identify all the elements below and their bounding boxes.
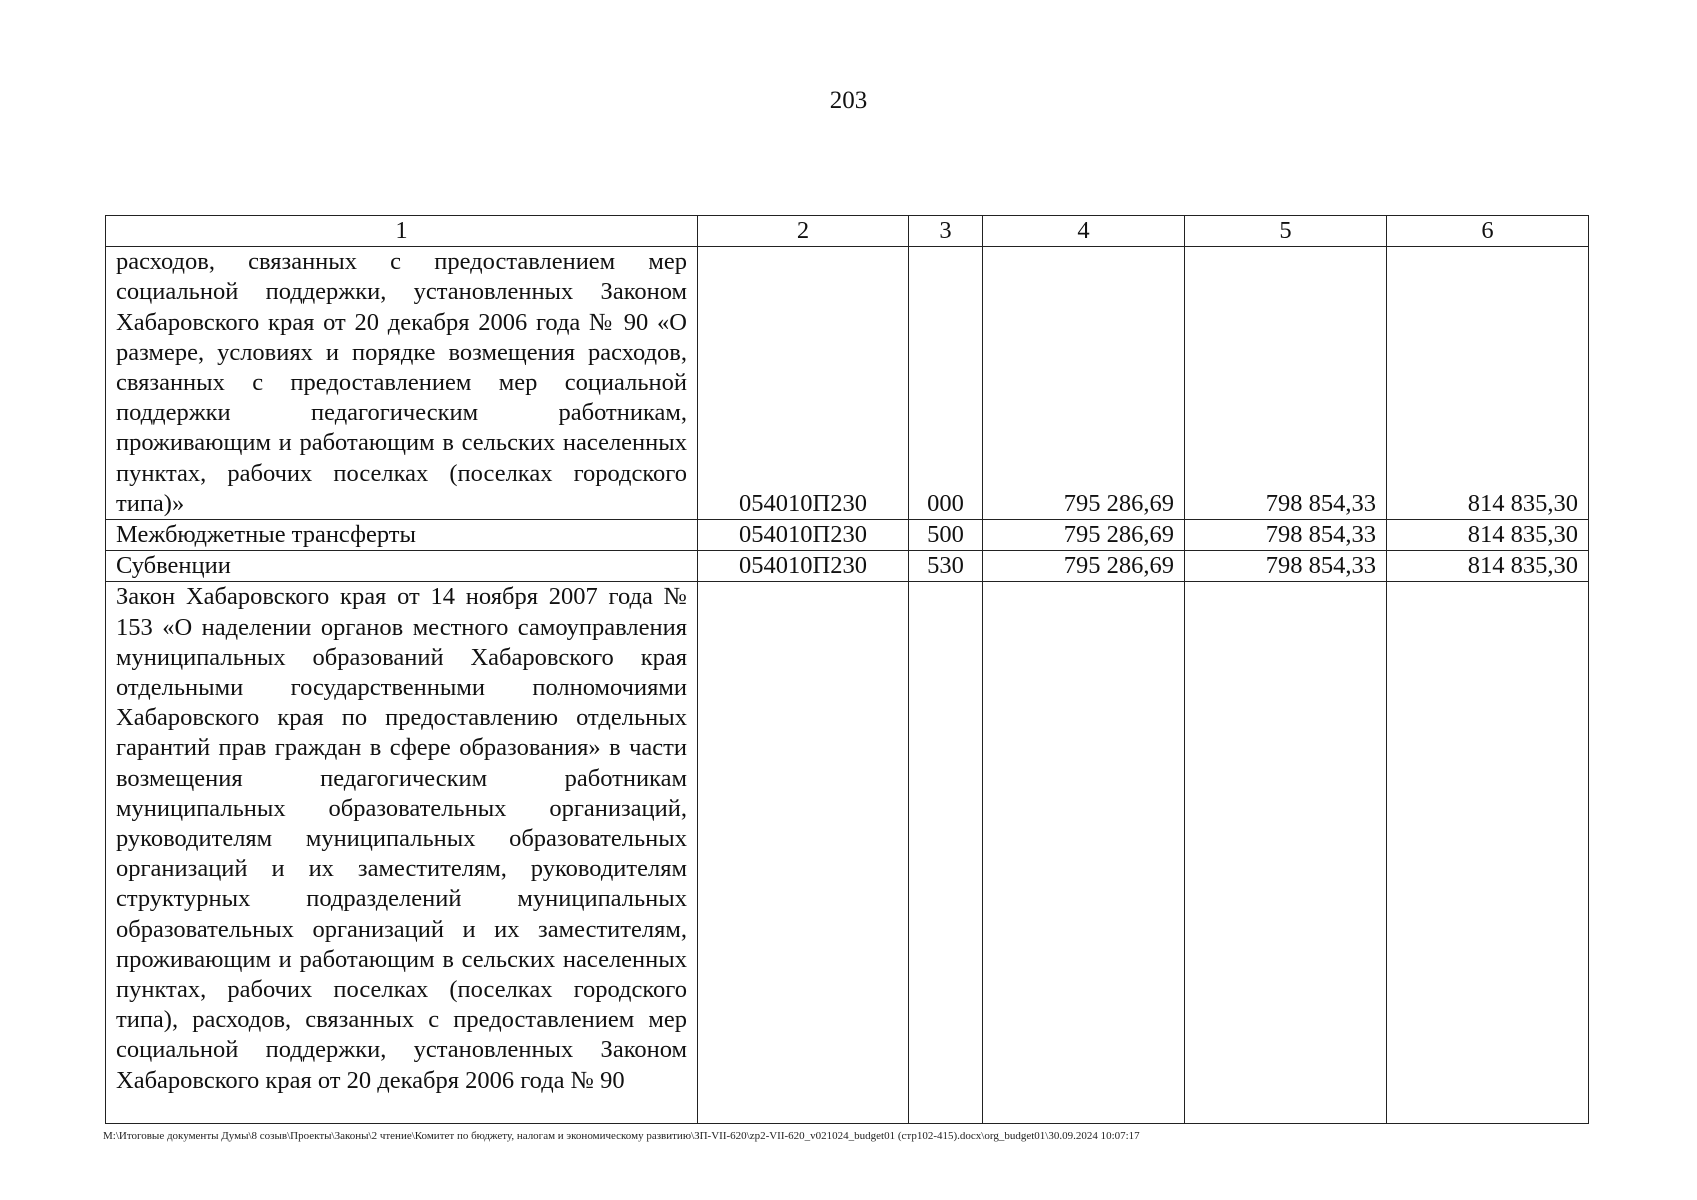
row-description: Субвенции xyxy=(106,551,698,582)
row-expense-type: 530 xyxy=(909,551,983,582)
row-value-5: 798 854,33 xyxy=(1185,247,1387,520)
budget-table xyxy=(105,215,1589,1124)
row-value-6: 814 835,30 xyxy=(1387,520,1589,551)
row-description: Закон Хабаровского края от 14 ноября 2007 года № 153 «О наделении органов местного самоуправления муниципальных образований Хабаровского края отдельными государственными полномочиями Хабаровского края по предоставлению отдельных гарантий прав граждан в сфере образования» в части возмещения педагогическим работникам муниципальных образовательных организаций, руководителям муниципальных образовательных организаций и их заместителям, руководителям структурных подразделений муниципальных образовательных организаций и их заместителям, проживающим и работающим в сельских населенных пунктах, рабочих поселках (поселках городского типа), расходов, связанных с предоставлением мер социальной поддержки, установленных Законом Хабаровского края от 20 декабря 2006 года № 90 xyxy=(106,582,698,1124)
row-value-4: 795 286,69 xyxy=(983,247,1185,520)
row-value-5 xyxy=(1185,582,1387,1124)
row-target-code: 054010П230 xyxy=(698,551,909,582)
table-row xyxy=(106,582,1589,1124)
row-expense-type xyxy=(909,582,983,1124)
row-value-5: 798 854,33 xyxy=(1185,520,1387,551)
row-value-4 xyxy=(983,582,1185,1124)
table-row xyxy=(106,551,1589,582)
column-header-6: 6 xyxy=(1387,216,1589,247)
table-row xyxy=(106,247,1589,520)
row-target-code: 054010П230 xyxy=(698,520,909,551)
row-value-6 xyxy=(1387,582,1589,1124)
row-value-4: 795 286,69 xyxy=(983,551,1185,582)
header-row xyxy=(106,216,1589,247)
footer-file-path: М:\Итоговые документы Думы\8 созыв\Проекты\Законы\2 чтение\Комитет по бюджету, налогам и экономическому развитию\ЗП-VII-620\zp2-VII-620_v021024_budget01 (стр102-415).docx\org_budget01\30.09.2024 10:07:17 xyxy=(103,1130,1140,1142)
column-header-5: 5 xyxy=(1185,216,1387,247)
row-description: расходов, связанных с предоставлением мер социальной поддержки, установленных Законом Хабаровского края от 20 декабря 2006 года № 90 «О размере, условиях и порядке возмещения расходов, связанных с предоставлением мер социальной поддержки педагогическим работникам, проживающим и работающим в сельских населенных пунктах, рабочих поселках (поселках городского типа)» xyxy=(106,247,698,520)
row-description: Межбюджетные трансферты xyxy=(106,520,698,551)
column-header-3: 3 xyxy=(909,216,983,247)
row-value-5: 798 854,33 xyxy=(1185,551,1387,582)
column-header-1: 1 xyxy=(106,216,698,247)
row-value-6: 814 835,30 xyxy=(1387,247,1589,520)
row-target-code xyxy=(698,582,909,1124)
column-header-2: 2 xyxy=(698,216,909,247)
row-value-6: 814 835,30 xyxy=(1387,551,1589,582)
row-expense-type: 500 xyxy=(909,520,983,551)
table-row xyxy=(106,520,1589,551)
row-value-4: 795 286,69 xyxy=(983,520,1185,551)
column-header-4: 4 xyxy=(983,216,1185,247)
row-target-code: 054010П230 xyxy=(698,247,909,520)
row-expense-type: 000 xyxy=(909,247,983,520)
page-number: 203 xyxy=(829,87,868,114)
